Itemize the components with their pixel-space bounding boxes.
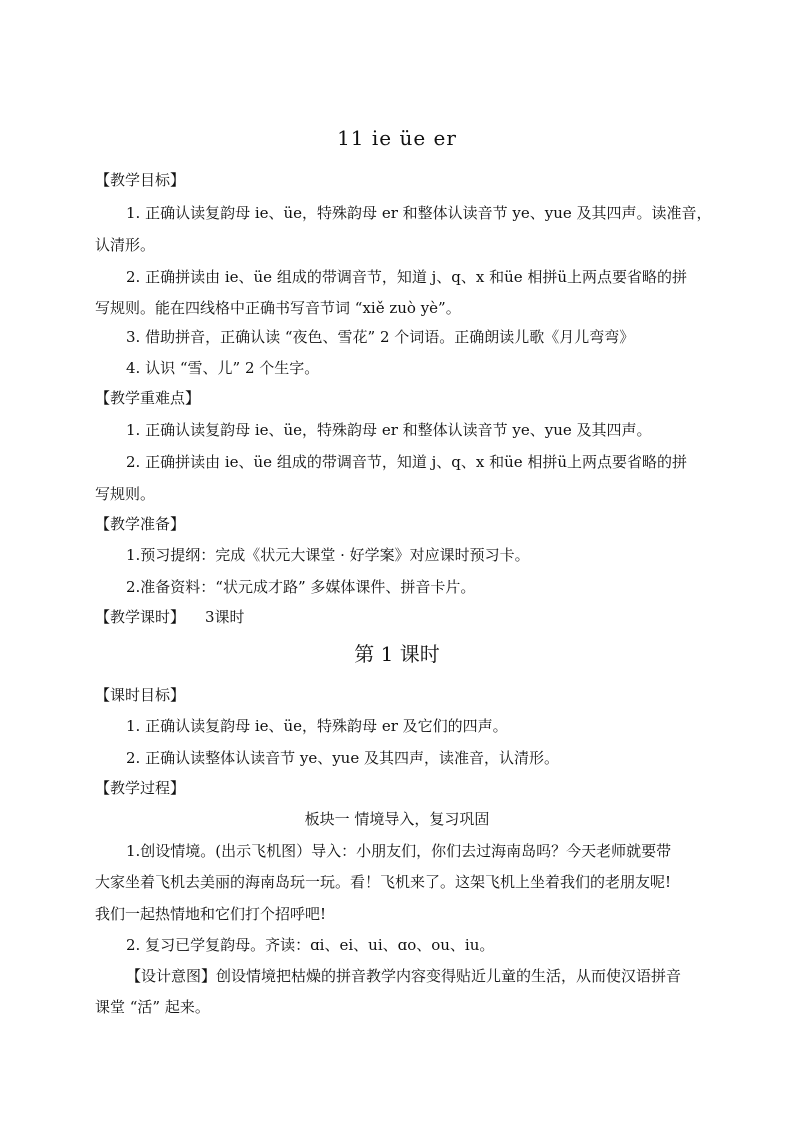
goals-heading: 【教学目标】 — [95, 171, 186, 189]
goal-2-line-1: 2. 正确拼读由 ie、üe 组成的带调音节，知道 j、q、x 和üe 相拼ü上两点要省略的拼 — [126, 268, 688, 286]
lesson-1-title: 第 1 课时 — [354, 642, 440, 666]
goal-2-line-2: 写规则。能在四线格中正确书写音节词 “xiě zuò yè”。 — [95, 299, 461, 317]
goal-1-line-1: 1. 正确认读复韵母 ie、üe，特殊韵母 er 和整体认读音节 ye、yue 及其四声。读准音， — [126, 204, 712, 222]
keypoint-2-line-2: 写规则。 — [95, 485, 156, 503]
lesson-goal-1: 1. 正确认读复韵母 ie、üe，特殊韵母 er 及它们的四声。 — [126, 717, 508, 735]
design-intent-line-2: 课堂 “活” 起来。 — [95, 998, 210, 1016]
process-heading: 【教学过程】 — [95, 779, 186, 797]
prep-item-1: 1.预习提纲：完成《状元大课堂 · 好学案》对应课时预习卡。 — [126, 546, 530, 564]
step-2: 2. 复习已学复韵母。齐读：ɑi、ei、ui、ɑo、ou、iu。 — [126, 936, 495, 954]
goal-1-line-2: 认清形。 — [95, 236, 156, 254]
step-1-line-3: 我们一起热情地和它们打个招呼吧! — [95, 905, 327, 923]
block-1-title: 板块一 情境导入，复习巩固 — [304, 810, 490, 828]
goal-4: 4. 认识 “雪、儿” 2 个生字。 — [126, 359, 320, 377]
keypoint-2-line-1: 2. 正确拼读由 ie、üe 组成的带调音节，知道 j、q、x 和üe 相拼ü上两点要省略的拼 — [126, 453, 688, 471]
keypoint-1: 1. 正确认读复韵母 ie、üe，特殊韵母 er 和整体认读音节 ye、yue 及其四声。 — [126, 421, 652, 439]
prep-item-2: 2.准备资料：“状元成才路” 多媒体课件、拼音卡片。 — [126, 578, 476, 596]
lesson-goal-2: 2. 正确认读整体认读音节 ye、yue 及其四声，读准音，认清形。 — [126, 749, 559, 767]
prep-heading: 【教学准备】 — [95, 515, 186, 533]
step-1-line-1: 1.创设情境。(出示飞机图）导入：小朋友们，你们去过海南岛吗？今天老师就要带 — [126, 842, 672, 860]
hours-heading: 【教学课时】 — [95, 608, 186, 626]
keypoints-heading: 【教学重难点】 — [95, 389, 201, 407]
lesson-goals-heading: 【课时目标】 — [95, 686, 186, 704]
step-1-line-2: 大家坐着飞机去美丽的海南岛玩一玩。看！飞机来了。这架飞机上坐着我们的老朋友呢! — [95, 873, 672, 891]
lesson-title: 11 ie üe er — [337, 126, 457, 150]
design-intent-line-1: 【设计意图】创设情境把枯燥的拼音教学内容变得贴近儿童的生活，从而使汉语拼音 — [126, 967, 682, 985]
hours-value: 3课时 — [205, 608, 245, 626]
goal-3: 3. 借助拼音，正确认读 “夜色、雪花” 2 个词语。正确朗读儿歌《月儿弯弯》 — [126, 328, 635, 346]
